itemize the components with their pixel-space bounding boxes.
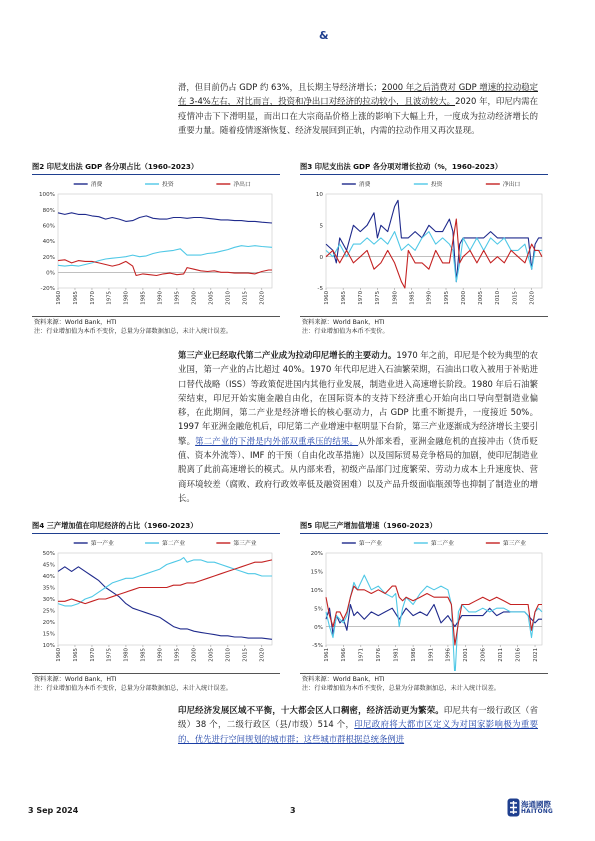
x-tick-label: 1990 — [157, 291, 164, 305]
y-tick-label: 0% — [314, 624, 323, 631]
paragraph-regions — [178, 703, 538, 746]
paragraph-industry-lead: 第三产业已经取代第二产业成为拉动印尼增长的主要动力。 — [178, 350, 397, 360]
x-tick-label: 2000 — [191, 291, 198, 305]
series-line — [58, 260, 272, 276]
y-tick-label: 60% — [42, 223, 55, 230]
y-tick-label: 25% — [42, 608, 55, 615]
y-tick-label: 5% — [314, 606, 323, 613]
x-tick-label: 2020 — [529, 291, 536, 305]
x-tick-label: 1970 — [89, 648, 96, 662]
paragraph-industry-tail: 从外部来看，亚洲金融危机的直接冲击（货币贬值、资本外流等）、IMF 的干预（自由化改革措施）以及国际贸易竞争格局的加剧，使印尼制造业脱离了此前高速增长的模式。从内部来看，初级产品部门过度繁荣、劳动力成本上升速度快、营商环境较差（腐败、政府行政效率低及融资困难）以及产品升级面临瓶颈等也抑制了制造业的增长。 — [178, 435, 539, 503]
y-tick-label: 45% — [42, 562, 55, 569]
y-tick-label: 100% — [39, 192, 55, 199]
y-tick-label: 20% — [42, 254, 55, 261]
series-line — [326, 586, 542, 645]
y-tick-label: 50% — [42, 551, 55, 558]
y-tick-label: 5 — [319, 223, 323, 230]
paragraph-consumption-a: 滑，但目前仍占 GDP 约 63%，且长期主导经济增长； — [178, 82, 382, 92]
figure-2-source: 资料来源：World Bank，HTI — [34, 319, 117, 326]
x-tick-label: 1966 — [341, 648, 348, 662]
series-line — [58, 558, 272, 606]
paragraph-regions-lead: 印尼经济发展区域不平衡，十大都会区人口稠密，经济活动更为繁荣。 — [178, 705, 444, 715]
y-tick-label: 20% — [42, 620, 55, 627]
x-tick-label: 2015 — [242, 291, 249, 305]
y-tick-label: 20% — [310, 551, 323, 558]
paragraph-industry — [178, 348, 538, 505]
x-tick-label: 1975 — [106, 648, 113, 662]
x-tick-label: 2010 — [495, 291, 502, 305]
y-tick-label: -5% — [312, 643, 323, 650]
y-tick-label: 80% — [42, 207, 55, 214]
y-tick-label: 40% — [42, 239, 55, 246]
figure-4-chart — [30, 535, 280, 671]
figure-3-source: 资料来源：World Bank，HTI — [302, 319, 385, 326]
legend-label: 第一产业 — [90, 541, 114, 547]
figure-3-chart — [298, 176, 550, 314]
haitong-emblem-icon — [507, 798, 520, 817]
x-tick-label: 2010 — [225, 648, 232, 662]
paragraph-regions-highlight: 印尼政府将大都市区定义为对国家影响极为重要的、优先进行空间规划的城市群；这些城市群根据总统条例进 — [178, 719, 538, 744]
x-tick-label: 1960 — [323, 291, 330, 305]
x-tick-label: 2010 — [225, 291, 232, 305]
x-tick-label: 1960 — [55, 291, 62, 305]
legend-label: 净出口 — [233, 182, 251, 188]
legend-label: 消费 — [358, 182, 371, 188]
x-tick-label: 1985 — [140, 648, 147, 662]
y-tick-label: 0% — [46, 270, 55, 277]
figure-2-note: 注：行业增加值为本币不变价，总量为分部数据加总，未计入统计误差。 — [34, 328, 232, 335]
y-tick-label: 0 — [319, 254, 323, 261]
x-tick-label: 1980 — [123, 291, 130, 305]
x-tick-label: 2005 — [208, 291, 215, 305]
x-tick-label: 2006 — [480, 648, 487, 662]
series-line — [58, 567, 272, 640]
x-tick-label: 1960 — [55, 648, 62, 662]
x-tick-label: 2021 — [532, 648, 539, 662]
figure-5-source: 资料来源：World Bank，HTI — [302, 676, 385, 683]
legend-label: 投资 — [430, 182, 443, 188]
x-tick-label: 1975 — [106, 291, 113, 305]
x-tick-label: 2005 — [478, 291, 485, 305]
x-tick-label: 2001 — [463, 648, 470, 662]
x-tick-label: 1980 — [123, 648, 130, 662]
y-tick-label: 15% — [310, 569, 323, 576]
footer-date: 3 Sep 2024 — [28, 806, 79, 815]
x-tick-label: 1996 — [445, 648, 452, 662]
y-tick-label: 10% — [310, 588, 323, 594]
legend-label: 净出口 — [502, 182, 521, 188]
x-tick-label: 2016 — [515, 648, 522, 662]
x-tick-label: 1990 — [426, 291, 433, 305]
series-line — [58, 246, 272, 266]
x-tick-label: 2011 — [497, 648, 504, 662]
brand-name-cn: 海通國際 — [521, 800, 551, 809]
figure-5-note: 注：行业增加值为本币不变价，总量为分部数据加总，未计入统计误差。 — [302, 685, 500, 692]
x-tick-label: 1970 — [358, 291, 365, 305]
series-line — [326, 605, 542, 635]
figure-2-chart — [30, 176, 280, 314]
figure-3-note: 注：行业增加值为本币不变价。 — [302, 328, 389, 335]
legend-label: 第二产业 — [430, 541, 455, 547]
legend-label: 第二产业 — [162, 541, 186, 547]
x-tick-label: 1975 — [375, 291, 382, 305]
x-tick-label: 2005 — [208, 648, 215, 662]
x-tick-label: 1991 — [428, 648, 435, 662]
y-tick-label: 30% — [42, 597, 55, 604]
figure-4-note: 注：行业增加值为本币不变价，总量为分部数据加总，未计入统计误差。 — [34, 685, 232, 692]
x-tick-label: 1985 — [140, 291, 147, 305]
legend-label: 投资 — [162, 182, 174, 188]
x-tick-label: 2020 — [259, 648, 266, 662]
x-tick-label: 1976 — [376, 648, 383, 662]
x-tick-label: 1980 — [392, 291, 399, 305]
legend-label: 消费 — [90, 182, 103, 188]
x-tick-label: 1965 — [340, 291, 347, 305]
y-tick-label: 10 — [315, 192, 323, 199]
paragraph-consumption-b: 2000 年之后消费对 GDP 增速的拉动稳定在 3-4%左右，对比而言，投资和净出口对经济的拉动较小，且波动较大。 — [178, 82, 538, 107]
legend-label: 第三产业 — [233, 541, 257, 547]
y-tick-label: 15% — [42, 631, 55, 638]
x-tick-label: 1965 — [72, 291, 79, 305]
y-tick-label: -20% — [40, 286, 55, 293]
series-line — [58, 213, 272, 223]
legend-label: 第三产业 — [502, 541, 527, 547]
x-tick-label: 2000 — [191, 648, 198, 662]
paragraph-consumption — [178, 80, 538, 137]
paragraph-consumption-c: 2020 年，印尼内需在疫情冲击下下滑明显，而出口在大宗商品价格上涨的影响下大幅上升，一度成为拉动经济增长的重要力量。随着疫情逐渐恢复、经济发展回到正轨，内需的拉动作用又再次显现。 — [178, 96, 538, 135]
x-tick-label: 1961 — [323, 648, 330, 662]
x-tick-label: 1995 — [174, 291, 181, 305]
y-tick-label: 35% — [42, 585, 55, 592]
figure-4-title: 图4 三产增加值在印尼经济的占比（1960-2023） — [32, 521, 280, 534]
paragraph-regions-body: 印尼共有一级行政区（省级）38 个，二级行政区（县/市级）514 个， — [178, 705, 539, 730]
paragraph-industry-highlight: 第二产业的下滑是内外部双重承压的结果。 — [195, 435, 359, 446]
x-tick-label: 2015 — [242, 648, 249, 662]
plot-frame — [326, 553, 542, 645]
x-tick-label: 1971 — [358, 648, 365, 662]
x-tick-label: 1990 — [157, 648, 164, 662]
x-tick-label: 1965 — [72, 648, 79, 662]
x-tick-label: 1970 — [89, 291, 96, 305]
x-tick-label: 1981 — [393, 648, 400, 662]
figure-5-title: 图5 印尼三产增加值增速（1960-2023） — [300, 521, 548, 534]
y-tick-label: -5 — [317, 286, 323, 293]
x-tick-label: 2000 — [460, 291, 467, 305]
figure-2-title: 图2 印尼支出法 GDP 各分项占比（1960-2023） — [32, 162, 280, 175]
x-tick-label: 1995 — [174, 648, 181, 662]
header-logo-mark: & — [319, 29, 329, 42]
legend-label: 第一产业 — [358, 541, 383, 547]
figure-3-title: 图3 印尼支出法 GDP 各分项对增长拉动（%，1960-2023） — [300, 162, 548, 175]
x-tick-label: 1986 — [410, 648, 417, 662]
figure-5-chart — [298, 535, 550, 671]
brand-name-en: HAITONG — [521, 809, 554, 815]
x-tick-label: 1995 — [443, 291, 450, 305]
y-tick-label: 40% — [42, 574, 55, 581]
figure-4-source: 资料来源：World Bank，HTI — [34, 676, 117, 683]
page-number: 3 — [290, 806, 296, 815]
x-tick-label: 2020 — [259, 291, 266, 305]
y-tick-label: 10% — [42, 643, 55, 650]
x-tick-label: 1985 — [409, 291, 416, 305]
x-tick-label: 2015 — [512, 291, 519, 305]
paragraph-industry-body: 1970 年之前，印尼是个较为典型的农业国，第一产业的占比超过 40%。1970 年代印尼进入石油繁荣期，石油出口收入被用于补贴进口替代战略（ISS）等政策促进国内其他行业发展，制造业进入高速增长阶段。1980 年后石油繁荣结束，印尼开始实施金融自由化，在国际资本的支持下经济重心开始向出口导向型制造业偏移，在此期间，第二产业是经济增长的核心驱动力，占 GDP 比重不断提升，一度接近 50%。1997 年亚洲金融危机后，印尼第二产业增速中枢明显下台阶，第三产业逐渐成为经济增长主要引擎。 — [178, 350, 539, 446]
